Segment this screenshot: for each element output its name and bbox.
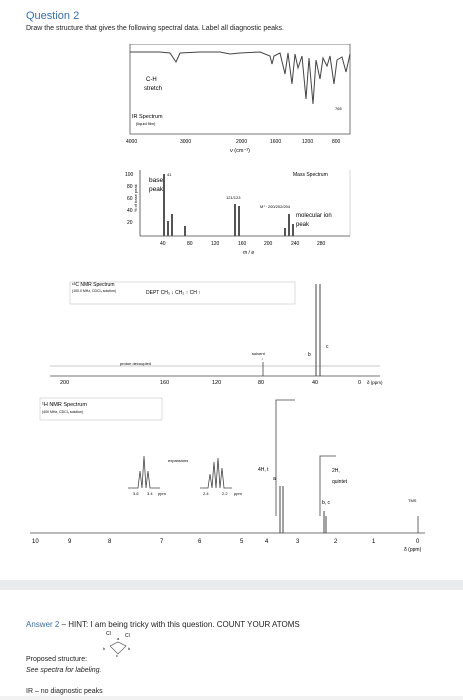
h1-tick: 7 bbox=[160, 539, 164, 545]
h1-quintet-label: quintet bbox=[332, 479, 348, 485]
ms-ytick: 20 bbox=[127, 220, 133, 226]
h1-tick: 4 bbox=[265, 539, 269, 545]
proposed-structure-label: Proposed structure: bbox=[26, 656, 88, 663]
ir-note: IR – no diagnostic peaks bbox=[26, 688, 103, 695]
c13-solvent-arrow: ↓ bbox=[261, 356, 263, 361]
c13-nmr-spectrum bbox=[40, 276, 420, 392]
ir-765-label: 765 bbox=[335, 106, 342, 111]
structure-label-c: c bbox=[116, 653, 118, 658]
answer-hint-text: – HINT: I am being tricky with this question. COUNT YOUR ATOMS bbox=[59, 620, 300, 629]
mass-spectrum bbox=[110, 166, 370, 262]
c13-title: ¹³C NMR Spectrum bbox=[72, 282, 115, 288]
ms-peak-label: peak bbox=[149, 186, 164, 193]
ms-xlabel: m / e bbox=[243, 250, 255, 256]
h1-exp2-tick: 2.4 bbox=[203, 491, 209, 496]
ms-ytick: 40 bbox=[127, 208, 133, 214]
h1-exp2-tick: ppm bbox=[234, 491, 242, 496]
ms-xtick: 240 bbox=[291, 241, 300, 247]
c13-unit: δ (ppm) bbox=[367, 380, 383, 385]
h1-subtitle: (400 MHz, CDCl₃ solution) bbox=[42, 410, 84, 414]
h1-2h-label: 2H, bbox=[332, 468, 340, 474]
answer-label: Answer 2 bbox=[26, 620, 60, 629]
h1-title: ¹H NMR Spectrum bbox=[42, 402, 87, 408]
ir-title: IR Spectrum bbox=[132, 114, 163, 120]
c13-decoupled-label: proton decoupled bbox=[120, 361, 151, 366]
c13-dept-label: DEPT CH₃ ↓ CH₂ ↑ CH ↑ bbox=[146, 290, 201, 296]
bottom-bar bbox=[0, 696, 463, 700]
ms-xtick: 280 bbox=[317, 241, 326, 247]
ms-base-label: base bbox=[149, 177, 164, 184]
h1-exp1-tick: 3.4 bbox=[147, 491, 153, 496]
h1-tick: 8 bbox=[108, 539, 112, 545]
question-prompt: Draw the structure that gives the following spectral data. Label all diagnostic peaks. bbox=[26, 25, 284, 32]
c13-tick: 80 bbox=[258, 380, 265, 386]
proposed-structure-drawing bbox=[90, 626, 150, 658]
ms-ylabel: % of base peak bbox=[133, 184, 138, 212]
see-spectra-note: See spectra for labeling. bbox=[26, 667, 102, 674]
ir-tick: 800 bbox=[332, 139, 341, 145]
c13-peak-b: b bbox=[308, 352, 311, 358]
h1-4h-label: 4H, t bbox=[258, 467, 269, 473]
h1-peak-a: a bbox=[273, 476, 276, 482]
ms-molecular-ion-value: M⁺· 200/202/204 bbox=[260, 204, 291, 209]
h1-exp1-tick: ppm bbox=[158, 491, 166, 496]
c13-tick: 200 bbox=[60, 380, 70, 386]
ir-spectrum bbox=[120, 44, 360, 156]
h1-exp2-tick: 2.2 bbox=[222, 491, 228, 496]
h1-tick: 5 bbox=[240, 539, 244, 545]
structure-label-b: b bbox=[128, 646, 131, 651]
ms-xtick: 80 bbox=[187, 241, 193, 247]
c13-tick: 40 bbox=[312, 380, 319, 386]
ms-ytick: 60 bbox=[127, 196, 133, 202]
ms-cluster-label: 121/123 bbox=[226, 195, 241, 200]
ir-tick: 3000 bbox=[180, 139, 192, 145]
h1-exp1-tick: 3.6 bbox=[133, 491, 139, 496]
h1-expansions-label: expansions bbox=[168, 458, 189, 463]
h1-tick: 6 bbox=[198, 539, 202, 545]
ir-tick: 4000 bbox=[126, 139, 138, 145]
h1-tick: 9 bbox=[68, 539, 72, 545]
ms-title: Mass Spectrum bbox=[293, 172, 328, 178]
ms-xtick: 40 bbox=[160, 241, 166, 247]
ms-ytick: 100 bbox=[125, 172, 134, 178]
h1-tms-label: TMS bbox=[408, 498, 417, 503]
ms-xtick: 160 bbox=[238, 241, 247, 247]
c13-subtitle: (100.0 MHz, CDCl₃ solution) bbox=[72, 289, 117, 293]
structure-label-b: b bbox=[103, 646, 106, 651]
h1-tick: 1 bbox=[372, 539, 376, 545]
structure-cl-2: Cl bbox=[125, 633, 130, 639]
structure-cl-1: Cl bbox=[106, 631, 111, 637]
h1-tick: 0 bbox=[416, 539, 420, 545]
ms-ytick: 80 bbox=[127, 184, 133, 190]
ir-axis-label: ν (cm⁻¹) bbox=[230, 148, 251, 154]
ir-ch-label: C-H bbox=[146, 77, 157, 83]
c13-solvent-label: solvent bbox=[252, 351, 265, 356]
ms-xtick: 200 bbox=[264, 241, 273, 247]
c13-peak-c: c bbox=[326, 344, 329, 350]
ir-tick: 1600 bbox=[270, 139, 282, 145]
ir-subtitle: (liquid film) bbox=[136, 121, 156, 126]
ms-peak-41: 41 bbox=[167, 172, 172, 177]
h1-tick: 3 bbox=[296, 539, 300, 545]
question-title: Question 2 bbox=[26, 10, 80, 22]
h1-unit: δ (ppm) bbox=[404, 547, 422, 553]
h1-tick: 10 bbox=[32, 539, 39, 545]
c13-tick: 0 bbox=[358, 380, 362, 386]
structure-label-a: a bbox=[117, 636, 120, 641]
h1-nmr-spectrum bbox=[20, 396, 440, 566]
answer-divider bbox=[0, 580, 463, 590]
ir-tick: 1200 bbox=[302, 139, 314, 145]
ir-tick: 2000 bbox=[236, 139, 248, 145]
ms-xtick: 120 bbox=[211, 241, 220, 247]
h1-peak-bc: b, c bbox=[322, 500, 331, 506]
ms-molecular-ion-label: molecular ion bbox=[296, 213, 332, 219]
answer-hint bbox=[26, 620, 300, 629]
c13-tick: 160 bbox=[160, 380, 170, 386]
h1-tick: 2 bbox=[334, 539, 338, 545]
ms-molecular-ion-peak: peak bbox=[296, 222, 310, 228]
c13-tick: 120 bbox=[212, 380, 222, 386]
ir-stretch-label: stretch bbox=[144, 86, 163, 92]
